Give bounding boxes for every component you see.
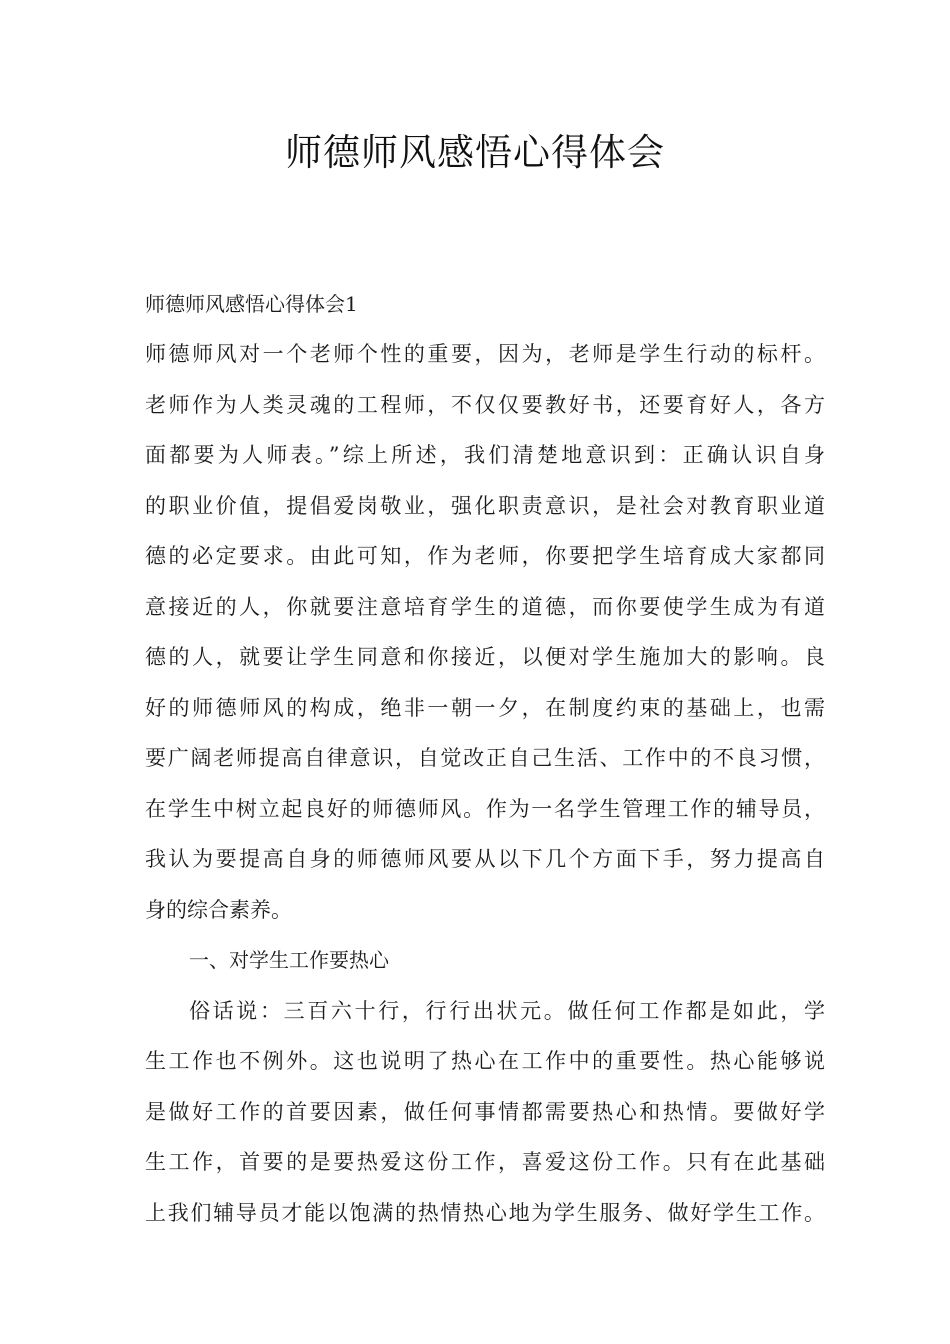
text-line: 老师作为人类灵魂的工程师，不仅仅要教好书，还要育好人，各方 [145,392,825,417]
text-line: 是做好工作的首要因素，做任何事情都需要热心和热情。要做好学 [145,1099,825,1124]
text-line: 面都要为人师表。”综上所述，我们清楚地意识到：正确认识自身 [145,443,825,467]
paragraph-2 [145,986,825,1239]
paragraph-1 [145,329,825,935]
section-heading: 一、对学生工作要热心 [189,948,389,972]
document-body [145,279,825,1238]
text-line: 身的综合素养。 [145,897,292,922]
text-line: 的职业价值，提倡爱岗敬业，强化职责意识，是社会对教育职业道 [145,493,825,518]
text-line: 生工作，首要的是要热爱这份工作，喜爱这份工作。只有在此基础 [145,1150,825,1174]
text-line: 要广阔老师提高自律意识，自觉改正自己生活、工作中的不良习惯， [145,746,825,770]
text-line: 德的必定要求。由此可知，作为老师，你要把学生培育成大家都同 [145,544,825,568]
text-line: 在学生中树立起良好的师德师风。作为一名学生管理工作的辅导员， [145,796,825,821]
text-line: 生工作也不例外。这也说明了热心在工作中的重要性。热心能够说 [145,1049,825,1073]
text-line: 师德师风对一个老师个性的重要，因为，老师是学生行动的标杆。 [145,342,825,366]
document-title: 师德师风感悟心得体会 [285,131,665,174]
text-line: 俗话说：三百六十行，行行出状元。做任何工作都是如此，学 [189,998,825,1023]
text-line: 我认为要提高自身的师德师风要从以下几个方面下手，努力提高自 [145,847,825,871]
text-line: 意接近的人，你就要注意培育学生的道德，而你要使学生成为有道 [145,594,825,619]
text-line: 德的人，就要让学生同意和你接近，以便对学生施加大的影响。良 [145,645,825,669]
text-line: 好的师德师风的构成，绝非一朝一夕，在制度约束的基础上，也需 [145,695,825,720]
section-title: 师德师风感悟心得体会1 [145,292,358,316]
text-line: 上我们辅导员才能以饱满的热情热心地为学生服务、做好学生工作。 [145,1200,825,1225]
